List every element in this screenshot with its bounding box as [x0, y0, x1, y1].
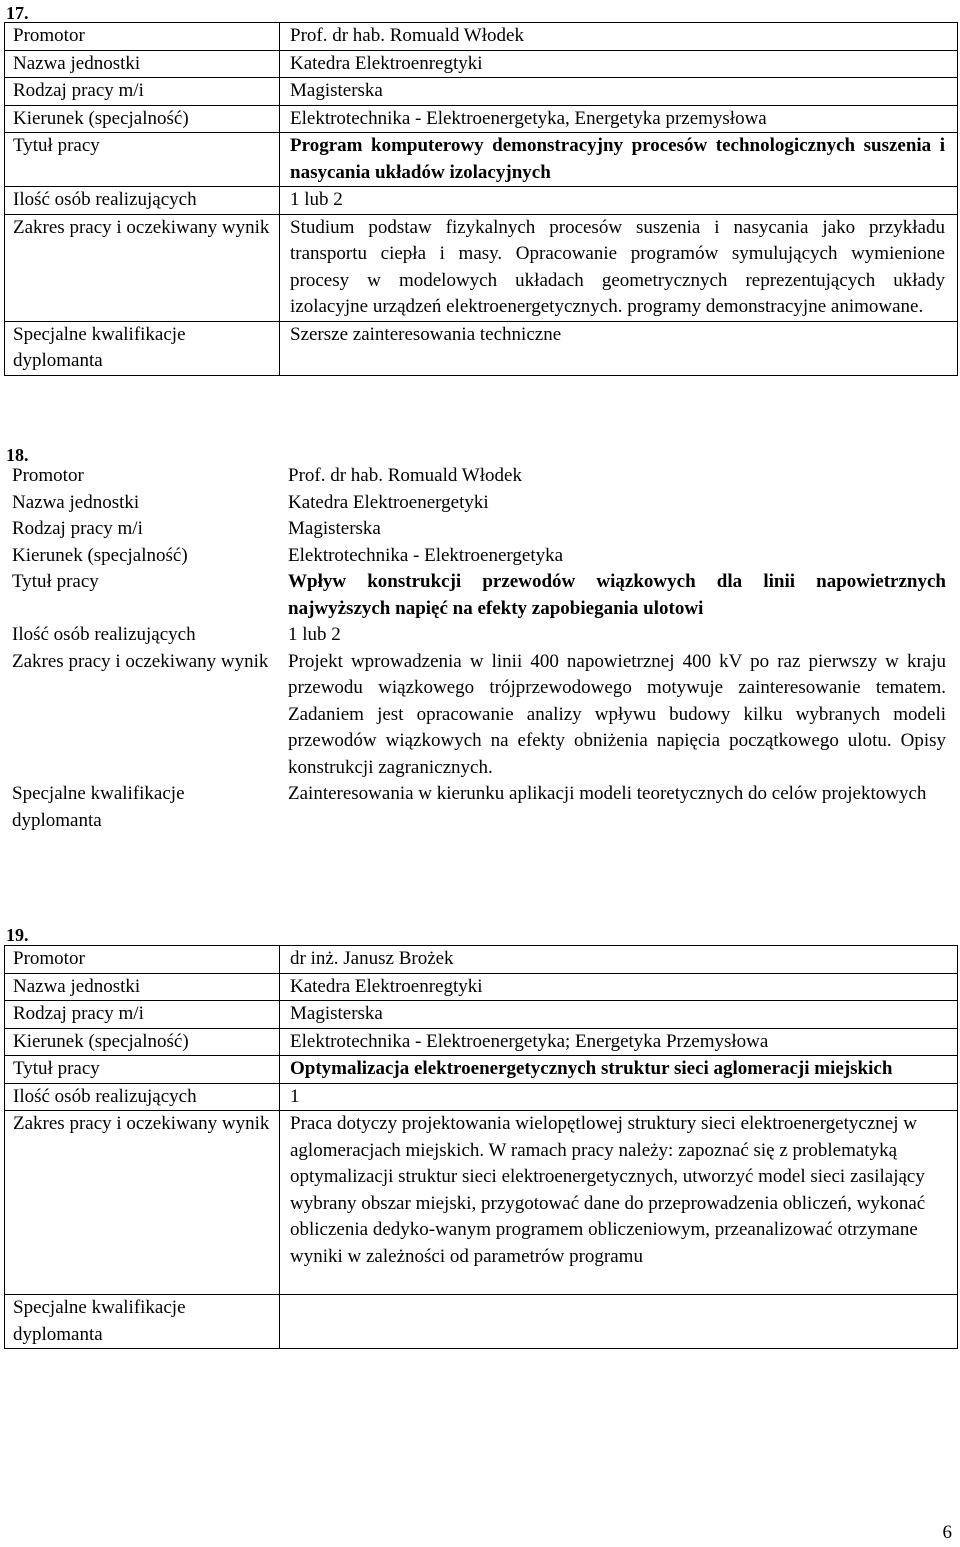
scope-label: Zakres pracy i oczekiwany wynik [12, 650, 269, 672]
promotor-row [5, 23, 958, 51]
scope-row [5, 1111, 958, 1295]
field-value: Elektrotechnika - Elektroenergetyka; Energetyka Przemysłowa [280, 1028, 958, 1056]
qualifications-row [4, 781, 958, 834]
unit-row [4, 490, 958, 517]
persons-row [5, 187, 958, 215]
promotor-value: Prof. dr hab. Romuald Włodek [280, 23, 958, 51]
thesis-entry-table [4, 945, 958, 1349]
title-value: Optymalizacja elektroenergetycznych struktur sieci aglomeracji miejskich [280, 1056, 958, 1084]
entry-number: 18. [6, 445, 29, 465]
title-row [4, 569, 958, 622]
qualifications-value [280, 1295, 958, 1349]
qualifications-label: Specjalne kwalifikacje dyplomanta [12, 783, 185, 831]
unit-value: Katedra Elektroenregtyki [280, 50, 958, 78]
persons-label: Ilość osób realizujących [5, 187, 280, 215]
field-label: Kierunek (specjalność) [12, 544, 188, 566]
unit-row [5, 973, 958, 1001]
promotor-label: Promotor [5, 946, 280, 974]
promotor-row [5, 946, 958, 974]
scope-label: Zakres pracy i oczekiwany wynik [5, 214, 280, 321]
field-value: Elektrotechnika - Elektroenergetyka [288, 544, 564, 566]
scope-value: Studium podstaw fizykalnych procesów suszenia i nasycania jako przykładu transportu ciepła i masy. Opracowanie programów symulujących wymienione procesy w modelowych układach geometrycznych reprezentujących układy izolacyjne urządzeń elektroenergetycznych. programy demonstracyjne animowane. [280, 214, 958, 321]
field-row [4, 543, 958, 570]
title-value: Program komputerowy demonstracyjny procesów technologicznych suszenia i nasycania układów izolacyjnych [280, 133, 958, 187]
title-row [5, 1056, 958, 1084]
qualifications-label: Specjalne kwalifikacje dyplomanta [5, 1295, 280, 1349]
promotor-value: Prof. dr hab. Romuald Włodek [288, 465, 522, 486]
promotor-row [4, 463, 958, 490]
field-label: Kierunek (specjalność) [5, 1028, 280, 1056]
title-label: Tytuł pracy [5, 1056, 280, 1084]
thesis-entry-table [4, 22, 958, 376]
field-row [5, 1028, 958, 1056]
field-row [5, 105, 958, 133]
thesis-entry-table [4, 463, 958, 834]
promotor-value: dr inż. Janusz Brożek [280, 946, 958, 974]
persons-row [5, 1083, 958, 1111]
type-label: Rodzaj pracy m/i [12, 518, 143, 539]
title-label: Tytuł pracy [12, 571, 99, 592]
type-label: Rodzaj pracy m/i [5, 1001, 280, 1029]
promotor-label: Promotor [5, 23, 280, 51]
entry-number: 19. [6, 925, 29, 945]
unit-label: Nazwa jednostki [5, 973, 280, 1001]
persons-label: Ilość osób realizujących [5, 1083, 280, 1111]
scope-value: Projekt wprowadzenia w linii 400 napowietrznej 400 kV po raz pierwszy w kraju przewodu wiązkowego trójprzewodowego motywuje zainteresowanie tematem. Zadaniem jest opracowanie analizy wpływu budowy kilku wybranych modeli przewodów wiązkowych na efekty obniżenia napięcia początkowego ulotu. Opisy konstrukcji zagranicznych. [288, 650, 946, 778]
type-row [5, 1001, 958, 1029]
unit-row [5, 50, 958, 78]
type-value: Magisterska [288, 518, 381, 539]
qualifications-row [5, 1295, 958, 1349]
scope-label: Zakres pracy i oczekiwany wynik [5, 1111, 280, 1295]
type-label: Rodzaj pracy m/i [5, 78, 280, 106]
title-row [5, 133, 958, 187]
title-value: Wpływ konstrukcji przewodów wiązkowych dla linii napowietrznych najwyższych napięć na efekty zapobiegania ulotowi [288, 571, 946, 619]
qualifications-value: Szersze zainteresowania techniczne [280, 321, 958, 375]
qualifications-label: Specjalne kwalifikacje dyplomanta [5, 321, 280, 375]
persons-value: 1 lub 2 [288, 624, 341, 645]
unit-value: Katedra Elektroenergetyki [288, 491, 489, 513]
type-value: Magisterska [280, 1001, 958, 1029]
scope-row [4, 649, 958, 782]
scope-row [5, 214, 958, 321]
scope-value: Praca dotyczy projektowania wielopętlowej struktury sieci elektroenergetycznej w aglomeracjach miejskich. W ramach pracy należy: zapoznać się z problematyką optymalizacji struktur sieci elektroenergetycznych, utworzyć model sieci zasilający wybrany obszar miejski, przygotować dane do przeprowadzenia obliczeń, wykonać obliczenia dedyko-wanym programem obliczeniowym, przeanalizować otrzymane wyniki w zależności od parametrów programu [280, 1111, 958, 1295]
entry-number: 17. [6, 3, 29, 23]
type-row [4, 516, 958, 543]
unit-label: Nazwa jednostki [12, 491, 140, 513]
unit-label: Nazwa jednostki [5, 50, 280, 78]
persons-value: 1 lub 2 [280, 187, 958, 215]
field-label: Kierunek (specjalność) [5, 105, 280, 133]
type-row [5, 78, 958, 106]
promotor-label: Promotor [12, 465, 84, 486]
page-number: 6 [942, 1522, 952, 1543]
type-value: Magisterska [280, 78, 958, 106]
persons-row [4, 622, 958, 649]
title-label: Tytuł pracy [5, 133, 280, 187]
qualifications-row [5, 321, 958, 375]
unit-value: Katedra Elektroenregtyki [280, 973, 958, 1001]
qualifications-value: Zainteresowania w kierunku aplikacji modeli teoretycznych do celów projektowych [288, 783, 927, 804]
persons-value: 1 [280, 1083, 958, 1111]
persons-label: Ilość osób realizujących [12, 624, 196, 645]
field-value: Elektrotechnika - Elektroenergetyka, Energetyka przemysłowa [280, 105, 958, 133]
